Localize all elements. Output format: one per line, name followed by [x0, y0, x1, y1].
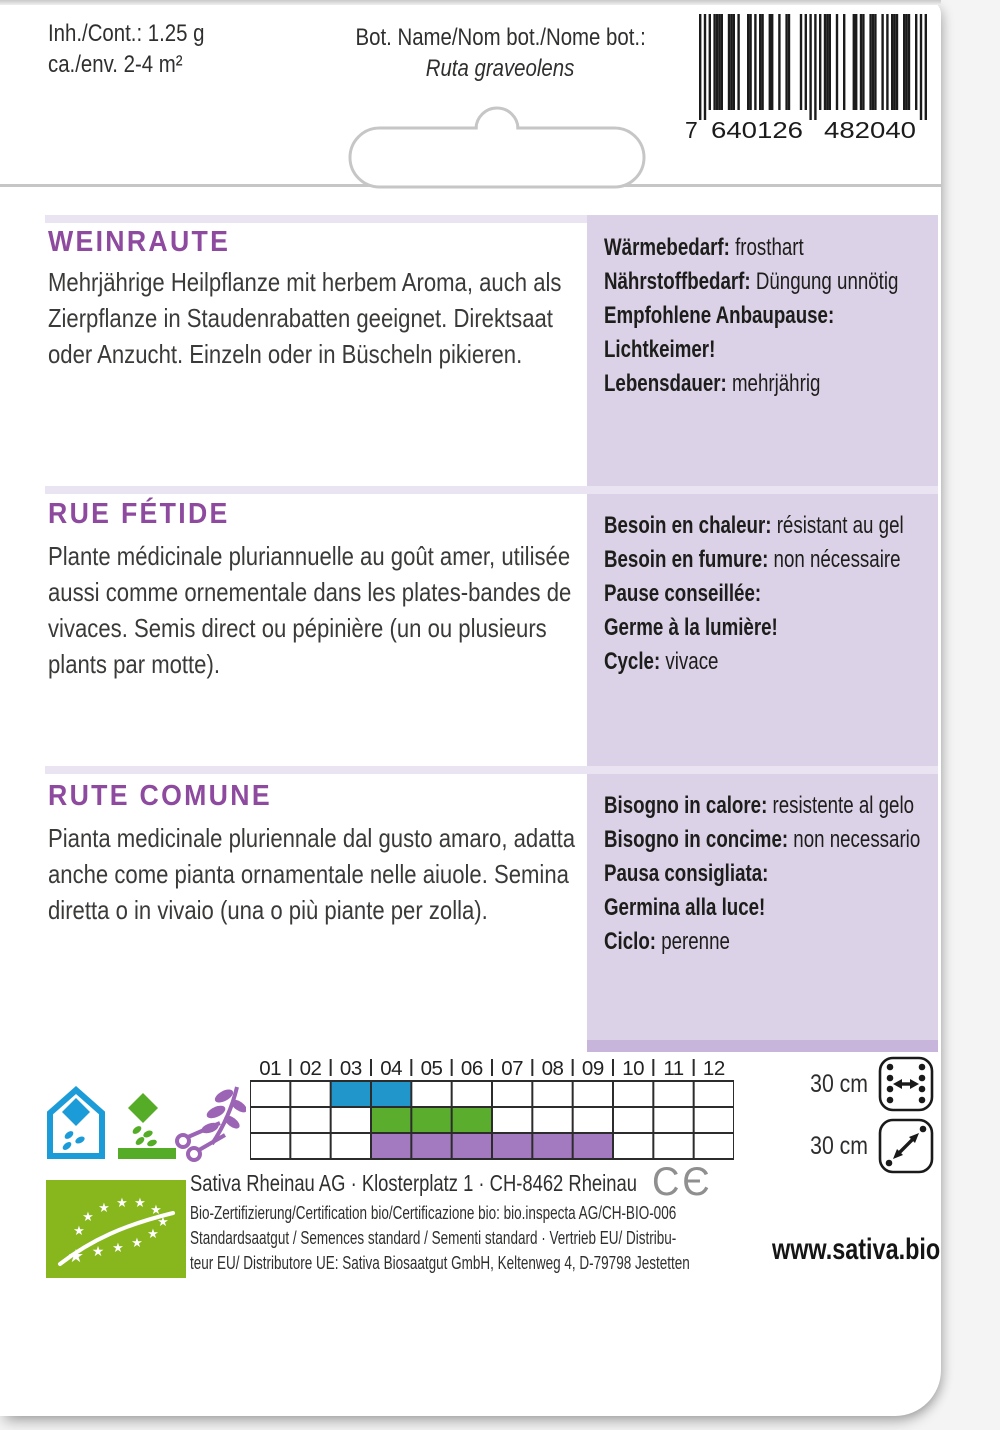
svg-text:★: ★: [157, 1215, 169, 1230]
svg-text:★: ★: [150, 1203, 162, 1218]
barcode: [683, 10, 935, 144]
website-url: www.sativa.bio: [772, 1233, 941, 1266]
content-label: Inh./Cont.: 1.25 g: [48, 20, 205, 47]
svg-text:02: 02: [299, 1057, 322, 1080]
info-line: Ciclo: perenne: [604, 928, 730, 955]
ce-mark: CЄ: [652, 1160, 713, 1204]
svg-text:640126: 640126: [711, 117, 803, 143]
svg-text:★: ★: [82, 1210, 94, 1225]
info-line: Empfohlene Anbaupause:: [604, 302, 835, 329]
greenhouse-sowing-icon: [46, 1086, 106, 1160]
certification-line: Bio-Zertifizierung/Certification bio/Certificazione bio: bio.inspecta AG/CH-BIO-006: [190, 1203, 677, 1223]
info-line: Besoin en chaleur: résistant au gel: [604, 512, 904, 539]
packet-top-edge: [0, 0, 941, 5]
svg-text:12: 12: [702, 1057, 725, 1080]
svg-text:04: 04: [380, 1057, 403, 1080]
info-line: Besoin en fumure: non nécessaire: [604, 546, 901, 573]
content-weight-block: [48, 18, 232, 80]
svg-text:★: ★: [134, 1196, 146, 1211]
svg-text:08: 08: [541, 1057, 564, 1080]
svg-text:10: 10: [622, 1057, 645, 1080]
svg-text:03: 03: [339, 1057, 362, 1080]
row-spacing-icon: [878, 1056, 934, 1112]
certification-line: teur EU/ Distributore UE: Sativa Biosaatgut GmbH, Keltenweg 4, D-79798 Jestetten: [190, 1252, 690, 1273]
svg-text:11: 11: [663, 1057, 684, 1080]
direct-sowing-icon: [116, 1090, 178, 1162]
info-line: Nährstoffbedarf: Düngung unnötig: [604, 268, 899, 295]
svg-text:★: ★: [116, 1196, 128, 1211]
svg-text:★: ★: [67, 1246, 85, 1267]
info-line: Bisogno in concime: non necessario: [604, 826, 921, 853]
info-line: Lichtkeimer!: [604, 336, 716, 363]
botanical-name: Ruta graveolens: [425, 55, 575, 82]
plant-distance-label: 30 cm: [810, 1132, 868, 1160]
care-info-it: [604, 789, 941, 959]
svg-text:06: 06: [460, 1057, 483, 1080]
svg-text:★: ★: [131, 1236, 143, 1251]
company-address: Sativa Rheinau AG · Klosterplatz 1 · CH-8462 Rheinau: [190, 1170, 637, 1196]
svg-text:05: 05: [420, 1057, 443, 1080]
svg-text:★: ★: [147, 1227, 159, 1242]
info-line: Germina alla luce!: [604, 894, 766, 921]
svg-text:★: ★: [98, 1201, 110, 1216]
section-title-de: WEINRAUTE: [48, 226, 231, 258]
section-divider: [45, 215, 587, 223]
info-line: Germe à la lumière!: [604, 614, 778, 641]
row-distance-label: 30 cm: [810, 1070, 868, 1098]
info-line: Pausa consigliata:: [604, 860, 769, 887]
area-label: ca./env. 2-4 m²: [48, 51, 183, 78]
info-line: Lebensdauer: mehrjährig: [604, 370, 821, 397]
section-body-it: Pianta medicinale pluriennale dal gusto amaro, adatta anche come pianta ornamentale nelle aiuole. Semina diretta o in vivaio (una o più piante per zolla).: [48, 823, 576, 925]
botanical-name-block: [356, 22, 645, 84]
svg-text:7: 7: [685, 117, 698, 143]
section-divider: [45, 766, 938, 774]
section-body-fr: Plante médicinale pluriannuelle au goût amer, utilisée aussi comme ornementale dans les plates-bandes de vivaces. Semis direct ou pépinière (un ou plusieurs plants par motte).: [48, 541, 572, 679]
botanical-name-label: Bot. Name/Nom bot./Nome bot.:: [355, 24, 646, 51]
certification-line: Standardsaatgut / Semences standard / Sementi standard · Vertrieb EU/ Distribu-: [190, 1227, 677, 1248]
info-line: Cycle: vivace: [604, 648, 719, 675]
svg-text:★: ★: [112, 1241, 124, 1256]
svg-text:482040: 482040: [824, 117, 916, 143]
care-info-fr: [604, 509, 941, 679]
info-panel-bottom-cap: [587, 1040, 938, 1052]
eu-organic-logo: [46, 1180, 186, 1278]
info-line: Bisogno in calore: resistente al gelo: [604, 792, 915, 819]
hang-hole: [347, 104, 647, 190]
svg-text:★: ★: [91, 1244, 105, 1260]
svg-text:★: ★: [73, 1224, 85, 1239]
sowing-calendar: [250, 1056, 734, 1162]
section-divider: [45, 486, 938, 494]
care-info-de: [604, 231, 941, 401]
svg-text:09: 09: [581, 1057, 604, 1080]
certification-block: [190, 1201, 715, 1275]
section-title-fr: RUE FÉTIDE: [48, 498, 230, 530]
harvest-icon: [174, 1082, 246, 1162]
plant-spacing-icon: [878, 1118, 934, 1174]
svg-text:07: 07: [501, 1057, 524, 1080]
section-title-it: RUTE COMUNE: [48, 780, 272, 812]
section-body-de: Mehrjährige Heilpflanze mit herbem Aroma, auch als Zierpflanze in Staudenrabatten geeignet. Direktsaat oder Anzucht. Einzeln oder in Büscheln pikieren.: [48, 267, 562, 369]
info-line: Pause conseillée:: [604, 580, 762, 607]
svg-text:01: 01: [259, 1057, 282, 1080]
info-line: Wärmebedarf: frosthart: [604, 234, 804, 261]
